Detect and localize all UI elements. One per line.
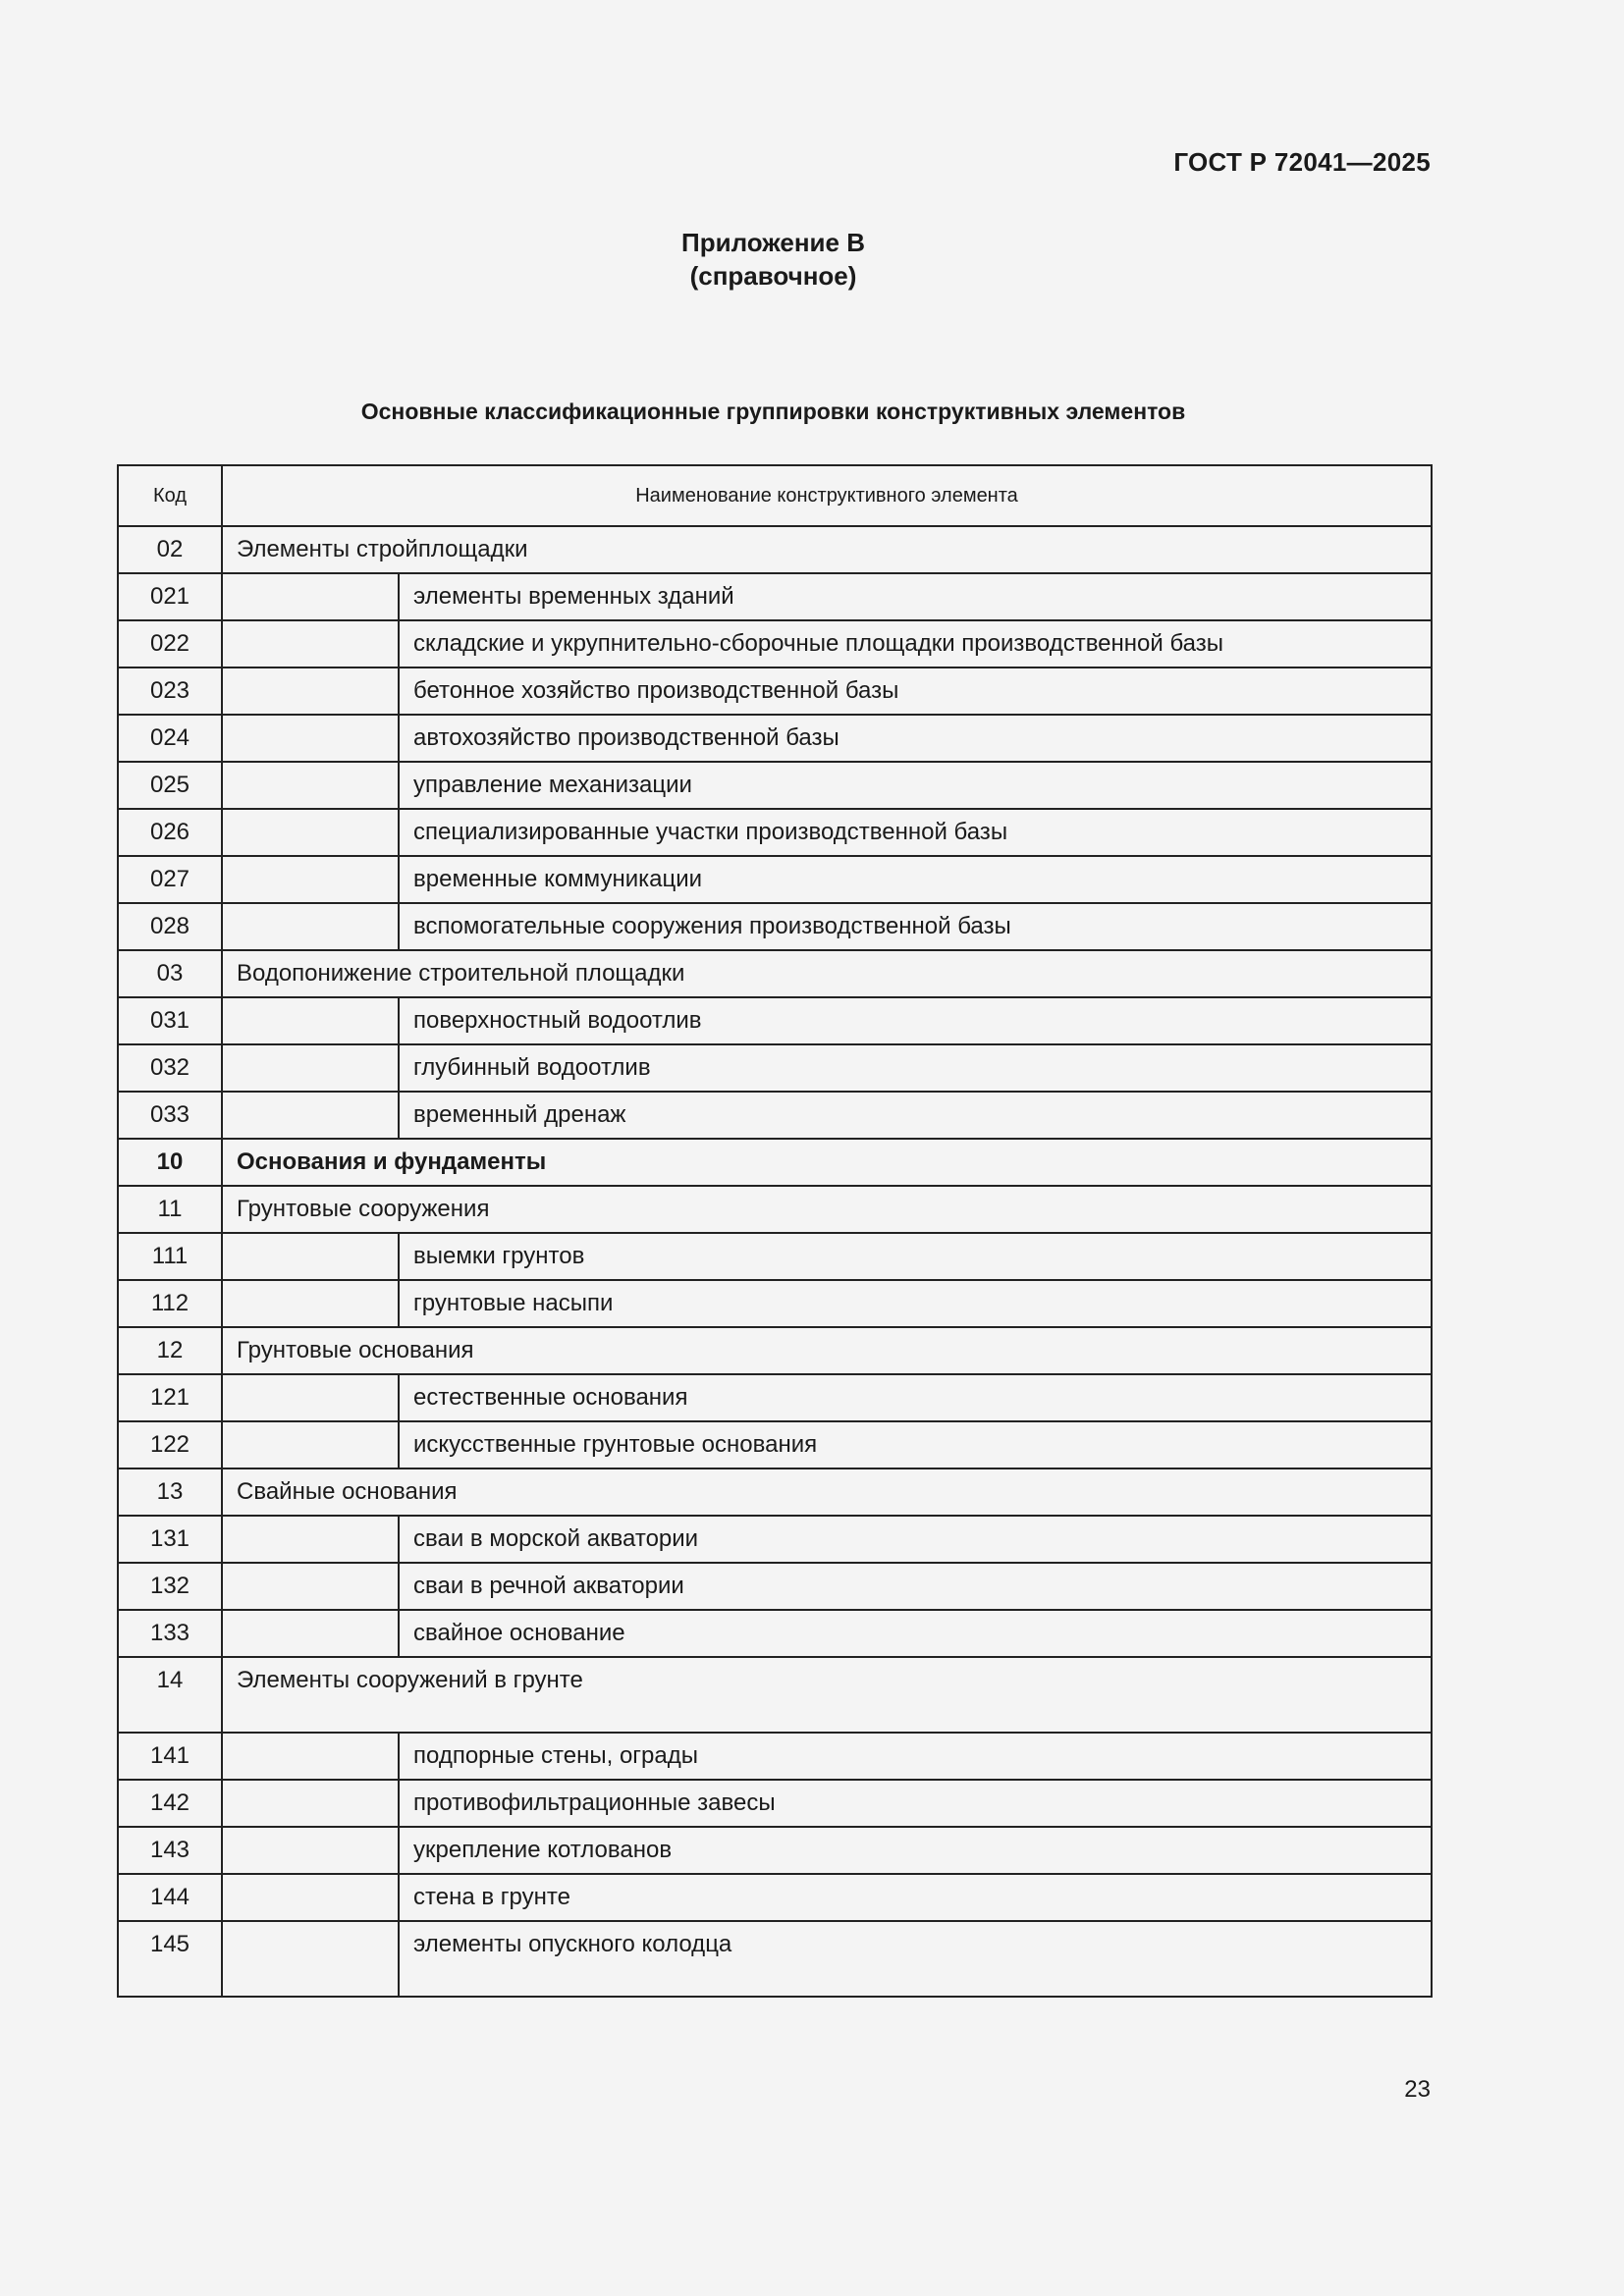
row-name: временный дренаж xyxy=(399,1092,1432,1139)
row-code: 025 xyxy=(118,762,222,809)
row-name: глубинный водоотлив xyxy=(399,1044,1432,1092)
row-code: 022 xyxy=(118,620,222,667)
row-name: Грунтовые основания xyxy=(222,1327,1432,1374)
row-code: 112 xyxy=(118,1280,222,1327)
row-code: 032 xyxy=(118,1044,222,1092)
row-code: 142 xyxy=(118,1780,222,1827)
row-code: 111 xyxy=(118,1233,222,1280)
row-code: 024 xyxy=(118,715,222,762)
table-row xyxy=(118,903,1432,950)
row-name: естественные основания xyxy=(399,1374,1432,1421)
row-indent-cell xyxy=(222,573,399,620)
table-row xyxy=(118,1186,1432,1233)
table-row xyxy=(118,1827,1432,1874)
table-row xyxy=(118,856,1432,903)
row-name: грунтовые насыпи xyxy=(399,1280,1432,1327)
table-row xyxy=(118,620,1432,667)
table-row xyxy=(118,1657,1432,1733)
page-number: 23 xyxy=(1404,2076,1431,2103)
row-name: складские и укрупнительно-сборочные площадки производственной базы xyxy=(399,620,1432,667)
row-code: 021 xyxy=(118,573,222,620)
row-code: 133 xyxy=(118,1610,222,1657)
row-code: 028 xyxy=(118,903,222,950)
row-name: противофильтрационные завесы xyxy=(399,1780,1432,1827)
row-indent-cell xyxy=(222,762,399,809)
table-row xyxy=(118,1139,1432,1186)
row-code: 10 xyxy=(118,1139,222,1186)
classification-table xyxy=(117,464,1433,1998)
row-name: свайное основание xyxy=(399,1610,1432,1657)
row-indent-cell xyxy=(222,1421,399,1468)
row-name: бетонное хозяйство производственной базы xyxy=(399,667,1432,715)
row-name: Основания и фундаменты xyxy=(222,1139,1432,1186)
row-code: 143 xyxy=(118,1827,222,1874)
row-name: вспомогательные сооружения производственной базы xyxy=(399,903,1432,950)
table-row xyxy=(118,715,1432,762)
row-name: поверхностный водоотлив xyxy=(399,997,1432,1044)
table-row xyxy=(118,1780,1432,1827)
table-row xyxy=(118,1421,1432,1468)
row-code: 144 xyxy=(118,1874,222,1921)
table-row xyxy=(118,1874,1432,1921)
row-indent-cell xyxy=(222,620,399,667)
table-row xyxy=(118,526,1432,573)
row-indent-cell xyxy=(222,1044,399,1092)
row-name: Элементы сооружений в грунте xyxy=(222,1657,1432,1733)
table-row xyxy=(118,1280,1432,1327)
header-code: Код xyxy=(118,465,222,526)
row-indent-cell xyxy=(222,1780,399,1827)
row-indent-cell xyxy=(222,715,399,762)
header-name: Наименование конструктивного элемента xyxy=(222,465,1432,526)
row-code: 121 xyxy=(118,1374,222,1421)
row-code: 11 xyxy=(118,1186,222,1233)
table-row xyxy=(118,1092,1432,1139)
row-code: 132 xyxy=(118,1563,222,1610)
table-row xyxy=(118,573,1432,620)
row-indent-cell xyxy=(222,809,399,856)
row-name: элементы временных зданий xyxy=(399,573,1432,620)
table-row xyxy=(118,1921,1432,1997)
table-row xyxy=(118,762,1432,809)
table-row xyxy=(118,1374,1432,1421)
row-indent-cell xyxy=(222,1610,399,1657)
document-code: ГОСТ Р 72041—2025 xyxy=(1173,147,1431,177)
row-indent-cell xyxy=(222,997,399,1044)
row-name: Свайные основания xyxy=(222,1468,1432,1516)
row-name: искусственные грунтовые основания xyxy=(399,1421,1432,1468)
row-indent-cell xyxy=(222,1516,399,1563)
row-indent-cell xyxy=(222,1233,399,1280)
row-code: 033 xyxy=(118,1092,222,1139)
row-name: временные коммуникации xyxy=(399,856,1432,903)
table-row xyxy=(118,1733,1432,1780)
row-code: 122 xyxy=(118,1421,222,1468)
row-code: 14 xyxy=(118,1657,222,1733)
row-code: 131 xyxy=(118,1516,222,1563)
row-name: укрепление котлованов xyxy=(399,1827,1432,1874)
row-name: элементы опускного колодца xyxy=(399,1921,1432,1997)
row-indent-cell xyxy=(222,667,399,715)
row-code: 03 xyxy=(118,950,222,997)
row-name: Грунтовые сооружения xyxy=(222,1186,1432,1233)
row-code: 02 xyxy=(118,526,222,573)
table-row xyxy=(118,667,1432,715)
row-indent-cell xyxy=(222,1733,399,1780)
row-indent-cell xyxy=(222,1921,399,1997)
table-row xyxy=(118,1044,1432,1092)
table-header-row xyxy=(118,465,1432,526)
table-row xyxy=(118,1327,1432,1374)
table-row xyxy=(118,1233,1432,1280)
table-row xyxy=(118,997,1432,1044)
row-name: Элементы стройплощадки xyxy=(222,526,1432,573)
row-name: Водопонижение строительной площадки xyxy=(222,950,1432,997)
row-indent-cell xyxy=(222,1092,399,1139)
row-code: 13 xyxy=(118,1468,222,1516)
row-code: 145 xyxy=(118,1921,222,1997)
row-indent-cell xyxy=(222,856,399,903)
row-name: сваи в морской акватории xyxy=(399,1516,1432,1563)
table-row xyxy=(118,1610,1432,1657)
row-name: выемки грунтов xyxy=(399,1233,1432,1280)
row-code: 027 xyxy=(118,856,222,903)
row-code: 141 xyxy=(118,1733,222,1780)
row-name: управление механизации xyxy=(399,762,1432,809)
row-indent-cell xyxy=(222,903,399,950)
table-row xyxy=(118,950,1432,997)
row-indent-cell xyxy=(222,1280,399,1327)
row-name: автохозяйство производственной базы xyxy=(399,715,1432,762)
row-code: 031 xyxy=(118,997,222,1044)
appendix-title: Приложение В xyxy=(681,228,865,257)
appendix-heading xyxy=(0,226,1546,293)
table-row xyxy=(118,1563,1432,1610)
row-indent-cell xyxy=(222,1874,399,1921)
row-name: подпорные стены, ограды xyxy=(399,1733,1432,1780)
table-row xyxy=(118,1468,1432,1516)
row-name: сваи в речной акватории xyxy=(399,1563,1432,1610)
row-code: 026 xyxy=(118,809,222,856)
table-body xyxy=(118,526,1432,1997)
row-indent-cell xyxy=(222,1374,399,1421)
row-code: 023 xyxy=(118,667,222,715)
row-indent-cell xyxy=(222,1827,399,1874)
row-name: специализированные участки производственной базы xyxy=(399,809,1432,856)
row-indent-cell xyxy=(222,1563,399,1610)
table-title: Основные классификационные группировки конструктивных элементов xyxy=(360,399,1186,424)
row-name: стена в грунте xyxy=(399,1874,1432,1921)
table-row xyxy=(118,809,1432,856)
table-row xyxy=(118,1516,1432,1563)
row-code: 12 xyxy=(118,1327,222,1374)
appendix-subtitle: (справочное) xyxy=(689,261,857,291)
